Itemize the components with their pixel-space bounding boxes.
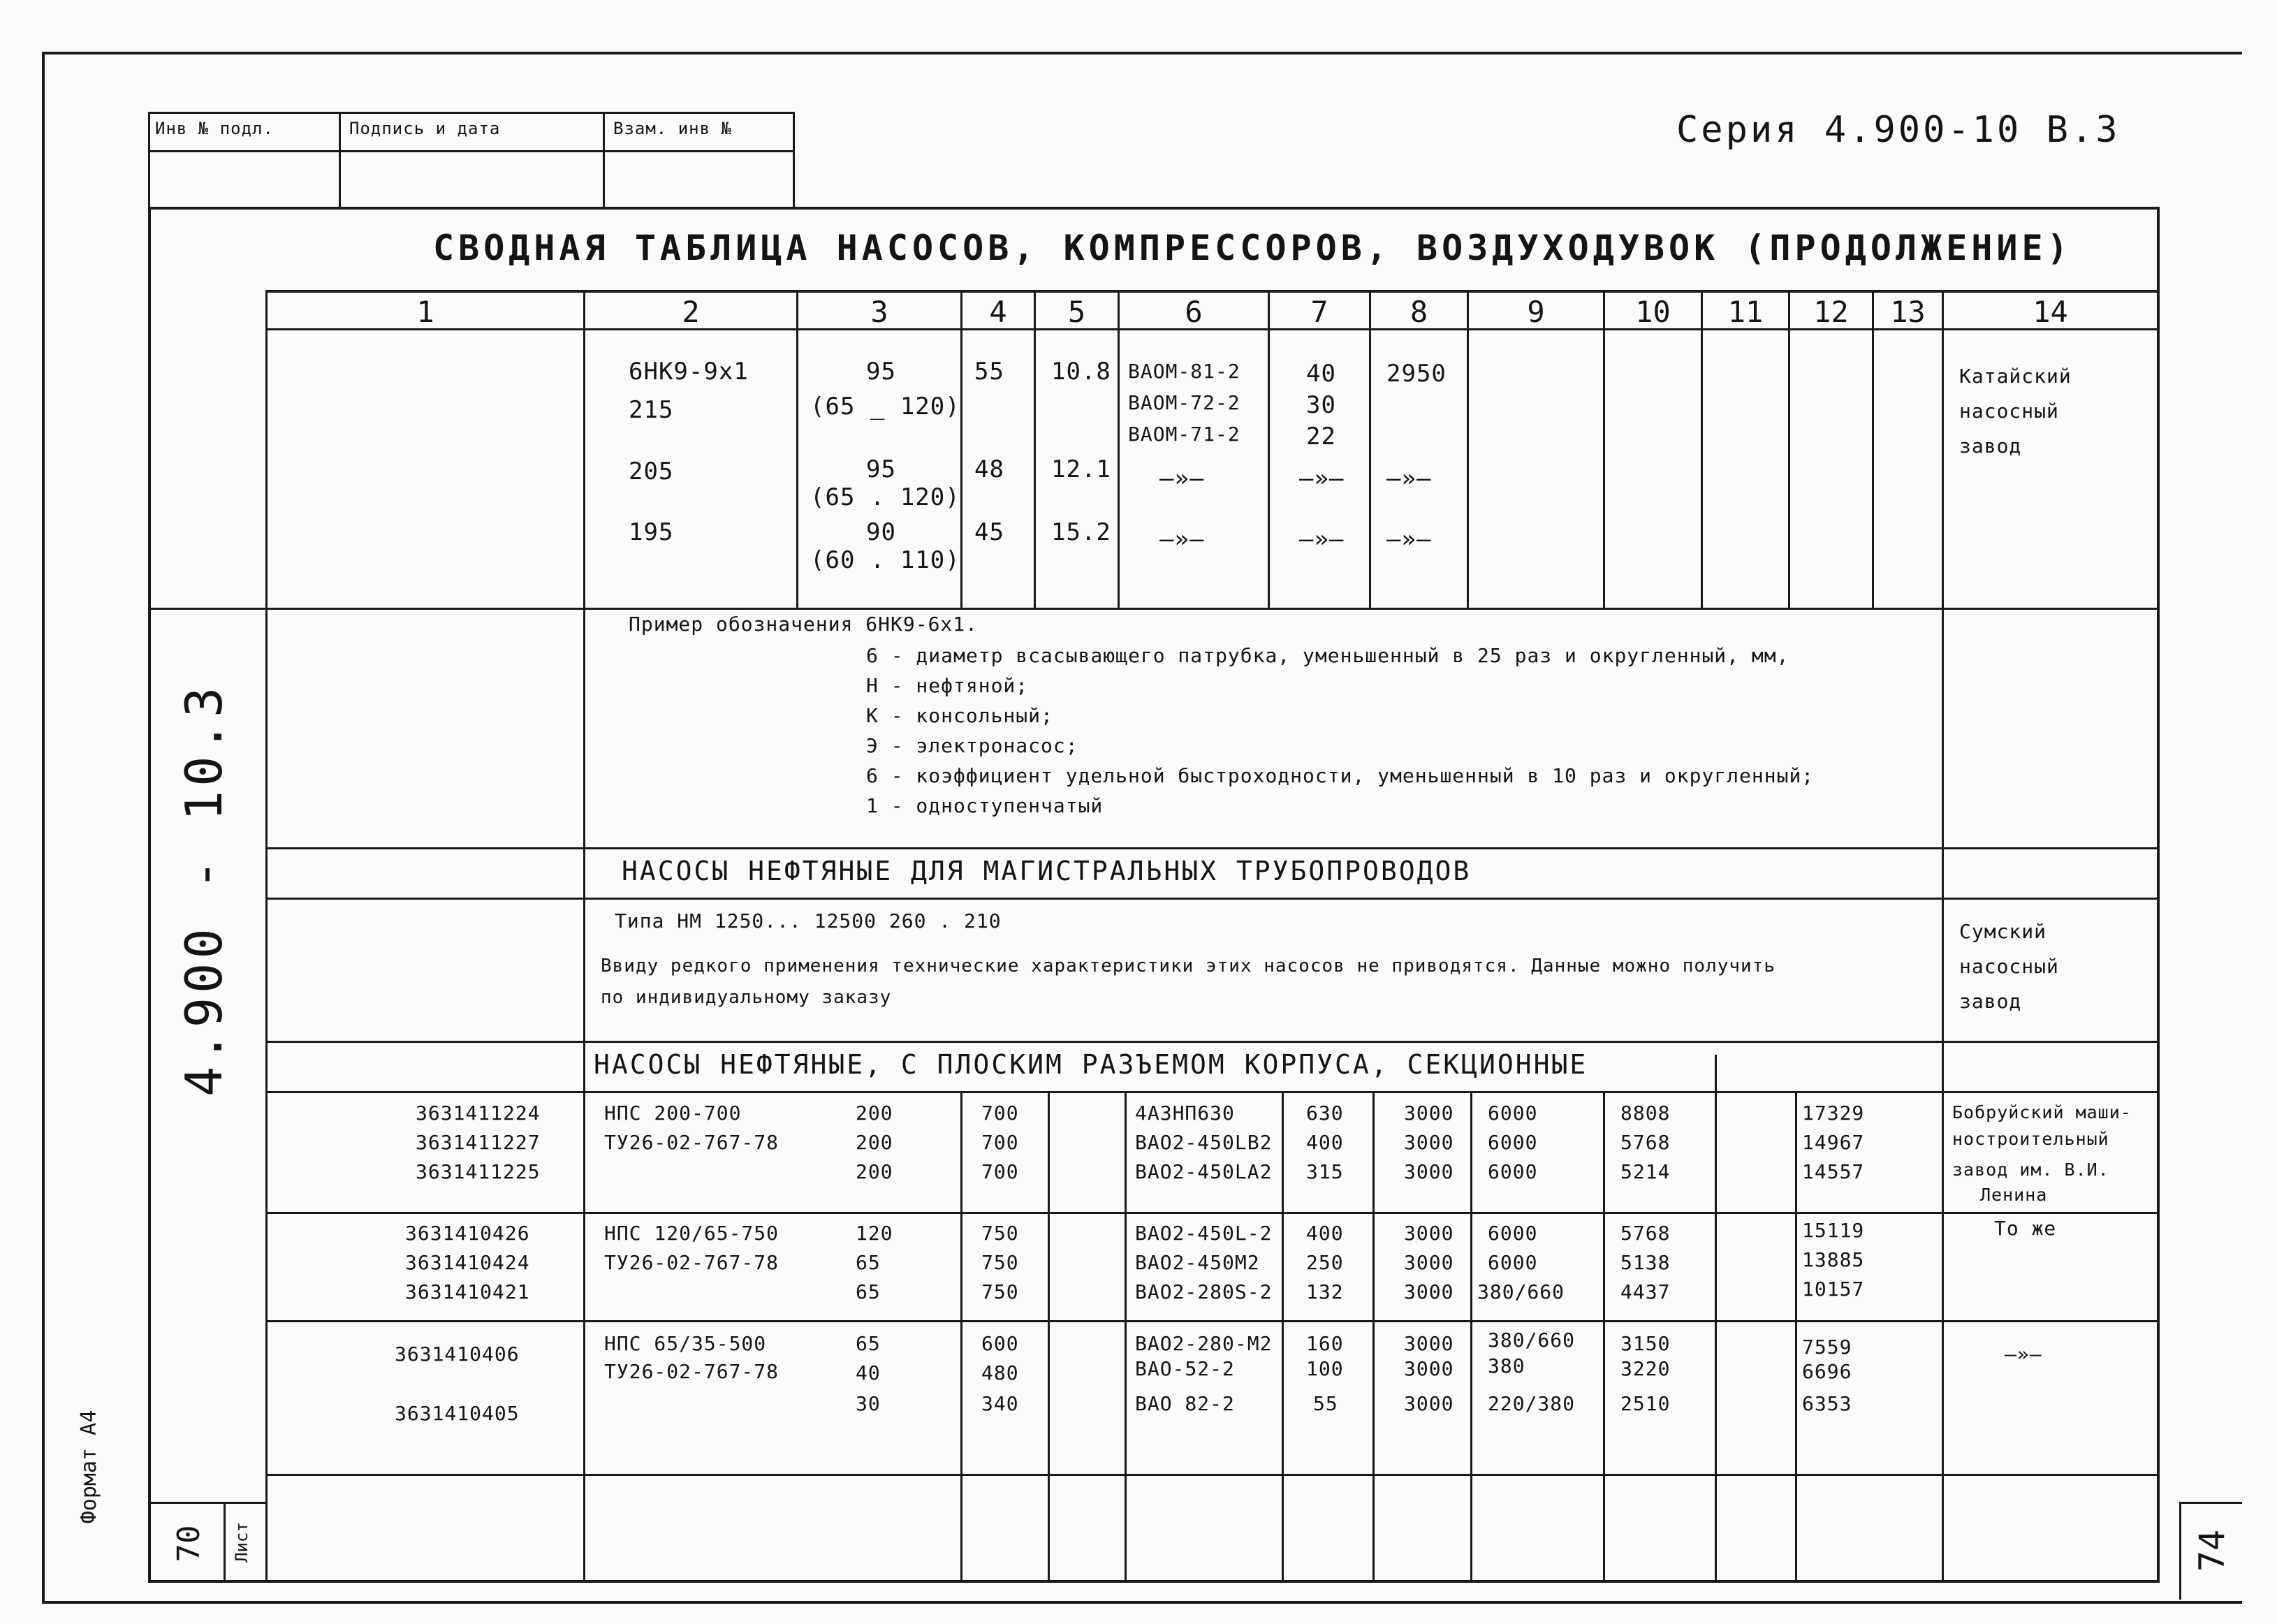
gc-w2: 3220 [1620,1357,1671,1380]
gc-code-2: 3631410405 [395,1402,520,1425]
ga-code-1: 3631411224 [416,1102,541,1125]
sheet-number: 70 [171,1525,207,1563]
gc-x1: 7559 [1802,1336,1852,1359]
ga-maker-2: ностроительный [1952,1129,2109,1149]
ga-h1: 700 [981,1102,1019,1125]
gb-p1: 400 [1306,1222,1344,1245]
gc-w1: 3150 [1620,1332,1671,1355]
gc-v2: 380 [1488,1354,1525,1377]
gb-v3: 380/660 [1477,1280,1565,1303]
gb-q3: 65 [856,1280,881,1303]
gc-q3: 30 [856,1392,881,1415]
col-num-8: 8 [1410,295,1428,329]
gb-w3: 4437 [1620,1280,1671,1303]
table-title: СВОДНАЯ ТАБЛИЦА НАСОСОВ, КОМПРЕССОРОВ, ВОЗДУХОДУВОК (ПРОДОЛЖЕНИЕ) [433,228,2072,268]
example-lead: Пример обозначения 6НК9-6х1. [629,613,979,636]
gb-v1: 6000 [1488,1222,1538,1245]
b1-maker2: насосный [1959,400,2059,423]
gb-code-3: 3631410421 [405,1280,530,1303]
ga-model: НПС 200-700 [604,1102,742,1125]
gb-h2: 750 [981,1251,1019,1274]
gc-model: НПС 65/35-500 [604,1332,767,1355]
b1-p4: —»— [1299,464,1345,492]
b1-d3: 195 [629,518,674,546]
gb-x3: 10157 [1802,1278,1865,1301]
ga-x2: 14967 [1802,1131,1865,1154]
stamp-inv-no-orig: Инв № подл. [155,119,274,138]
gb-model: НПС 120/65-750 [604,1222,779,1245]
gb-m2: ВАО2-450М2 [1135,1251,1260,1274]
gc-v1: 380/660 [1488,1329,1576,1352]
b1-motor2: ВАОМ-72-2 [1128,391,1240,414]
example-line-3: К - консольный; [866,704,1053,727]
col-num-9: 9 [1527,295,1545,329]
gc-p1: 160 [1306,1332,1344,1355]
gc-q2: 40 [856,1361,881,1384]
ga-code-3: 3631411225 [416,1160,541,1183]
b1-maker1: Катайский [1959,365,2072,388]
ga-q3: 200 [856,1160,893,1183]
b1-q3: 90 [866,518,896,546]
ga-w3: 5214 [1620,1160,1671,1183]
col-num-2: 2 [682,295,700,329]
gb-w1: 5768 [1620,1222,1671,1245]
b1-d1: 215 [629,396,674,424]
gc-n1: 3000 [1404,1332,1454,1355]
col-num-13: 13 [1890,295,1926,329]
gc-h1: 600 [981,1332,1019,1355]
ga-x1: 17329 [1802,1102,1865,1125]
ga-m1: 4А3НП630 [1135,1102,1235,1125]
gb-code-1: 3631410426 [405,1222,530,1245]
gc-m3: ВАО 82-2 [1135,1392,1235,1415]
ga-h3: 700 [981,1160,1019,1183]
b1-c5a: 10.8 [1051,358,1111,386]
gb-maker: То же [1994,1217,2057,1240]
gb-v2: 6000 [1488,1251,1538,1274]
b1-q1r: (65 _ 120) [810,393,960,420]
ga-maker-1: Бобруйский маши- [1952,1102,2132,1122]
b1-p5: —»— [1299,525,1345,553]
b1-c5c: 15.2 [1051,518,1111,546]
gc-tu: ТУ26-02-767-78 [604,1360,779,1383]
gc-p3: 55 [1313,1392,1338,1415]
gc-n2: 3000 [1404,1357,1454,1380]
nm-maker-1: Сумский [1959,920,2047,943]
gc-x2: 6696 [1802,1360,1852,1383]
col-num-7: 7 [1310,295,1328,329]
gb-m1: ВАО2-450L-2 [1135,1222,1273,1245]
ga-m2: ВАО2-450LВ2 [1135,1131,1273,1154]
b1-h1: 55 [974,358,1004,386]
example-line-1: 6 - диаметр всасывающего патрубка, уменьшенный в 25 раз и округленный, мм, [866,644,1789,667]
b1-motor5: —»— [1159,525,1205,553]
b1-n1: 2950 [1386,360,1447,388]
b1-q2r: (65 . 120) [810,483,960,511]
b1-c5b: 12.1 [1051,455,1111,483]
ga-p2: 400 [1306,1131,1344,1154]
col-num-10: 10 [1635,295,1671,329]
ga-tu: ТУ26-02-767-78 [604,1131,779,1154]
gc-code-1: 3631410406 [395,1343,520,1366]
b1-d2: 205 [629,458,674,485]
gb-q2: 65 [856,1251,881,1274]
ga-m3: ВАО2-450LА2 [1135,1160,1273,1183]
ga-maker-3: завод им. В.И. [1952,1160,2109,1180]
page-number: 74 [2192,1529,2232,1572]
gb-q1: 120 [856,1222,893,1245]
ga-p3: 315 [1306,1160,1344,1183]
gb-h1: 750 [981,1222,1019,1245]
col-num-1: 1 [416,295,434,329]
b1-maker3: завод [1959,434,2022,458]
col-num-5: 5 [1067,295,1086,329]
format-label: Формат А4 [77,1410,101,1524]
gb-m3: ВАО2-280S-2 [1135,1280,1273,1303]
stamp-swap-inv-no: Взам. инв № [613,119,732,138]
gc-n3: 3000 [1404,1392,1454,1415]
b1-p2: 30 [1306,391,1336,419]
gc-m1: ВАО2-280-М2 [1135,1332,1273,1355]
col-num-3: 3 [870,295,888,329]
frame-top [42,52,2242,54]
gc-p2: 100 [1306,1357,1344,1380]
ga-w2: 5768 [1620,1131,1671,1154]
example-line-4: Э - электронасос; [866,734,1078,757]
gb-p3: 132 [1306,1280,1344,1303]
frame-bottom [42,1601,2242,1604]
ga-code-2: 3631411227 [416,1131,541,1154]
b1-h3: 45 [974,518,1004,546]
gc-v3: 220/380 [1488,1392,1576,1415]
b1-p1: 40 [1306,360,1336,388]
b1-motor3: ВАОМ-71-2 [1128,423,1240,446]
col-num-14: 14 [2033,295,2068,329]
nm-note-1: Ввиду редкого применения технические характеристики этих насосов не приводятся. Данные можно получить [601,956,1776,976]
section-mains: НАСОСЫ НЕФТЯНЫЕ ДЛЯ МАГИСТРАЛЬНЫХ ТРУБОПРОВОДОВ [622,856,1472,886]
example-line-5: 6 - коэффициент удельной быстроходности, уменьшенный в 10 раз и округленный; [866,764,1815,787]
left-stamp-code: 4.900 - 10.3 [175,682,233,1097]
b1-h2: 48 [974,455,1004,483]
gc-x3: 6353 [1802,1392,1852,1415]
example-line-6: 1 - одноступенчатый [866,794,1104,817]
nm-note-2: по индивидуальному заказу [601,987,892,1008]
ga-w1: 8808 [1620,1102,1671,1125]
col-num-6: 6 [1185,295,1203,329]
ga-n1: 3000 [1404,1102,1454,1125]
b1-p3: 22 [1306,423,1336,451]
example-line-2: Н - нефтяной; [866,674,1029,697]
gb-n3: 3000 [1404,1280,1454,1303]
nm-type-line: Типа НМ 1250... 12500 260 . 210 [615,909,1002,932]
gc-h3: 340 [981,1392,1019,1415]
gb-code-2: 3631410424 [405,1251,530,1274]
col-num-12: 12 [1813,295,1849,329]
gc-m2: ВАО-52-2 [1135,1357,1235,1380]
gb-n1: 3000 [1404,1222,1454,1245]
b1-motor1: ВАОМ-81-2 [1128,360,1240,383]
nm-maker-2: насосный [1959,955,2059,978]
ga-v2: 6000 [1488,1131,1538,1154]
ga-maker-4: Ленина [1980,1185,2048,1205]
gc-h2: 480 [981,1361,1019,1384]
gb-tu: ТУ26-02-767-78 [604,1251,779,1274]
b1-model: 6НК9-9х1 [629,358,749,386]
sheet-label: Лист [232,1522,251,1563]
b1-q1: 95 [866,358,896,386]
gc-w3: 2510 [1620,1392,1671,1415]
ga-x3: 14557 [1802,1160,1865,1183]
col-num-4: 4 [989,295,1007,329]
series-header: Серия 4.900-10 В.3 [1676,109,2121,151]
gb-w2: 5138 [1620,1251,1671,1274]
ga-h2: 700 [981,1131,1019,1154]
ga-q1: 200 [856,1102,893,1125]
ga-n3: 3000 [1404,1160,1454,1183]
b1-motor4: —»— [1159,464,1205,492]
stamp-signature-date: Подпись и дата [349,119,501,138]
b1-n2: —»— [1386,464,1432,492]
gb-x1: 15119 [1802,1219,1865,1242]
frame-left [42,52,45,1604]
nm-maker-3: завод [1959,990,2022,1013]
b1-q2: 95 [866,455,896,483]
b1-n3: —»— [1386,525,1432,553]
gb-x2: 13885 [1802,1248,1865,1271]
col-num-11: 11 [1727,295,1764,329]
ga-v1: 6000 [1488,1102,1538,1125]
b1-q3r: (60 . 110) [810,546,960,574]
gb-n2: 3000 [1404,1251,1454,1274]
gc-maker: —»— [2005,1343,2042,1366]
gc-q1: 65 [856,1332,881,1355]
ga-q2: 200 [856,1131,893,1154]
ga-p1: 630 [1306,1102,1344,1125]
gb-p2: 250 [1306,1251,1344,1274]
section-sectional: НАСОСЫ НЕФТЯНЫЕ, С ПЛОСКИМ РАЗЪЕМОМ КОРПУСА, СЕКЦИОННЫЕ [594,1049,1588,1080]
ga-v3: 6000 [1488,1160,1538,1183]
ga-n2: 3000 [1404,1131,1454,1154]
gb-h3: 750 [981,1280,1019,1303]
